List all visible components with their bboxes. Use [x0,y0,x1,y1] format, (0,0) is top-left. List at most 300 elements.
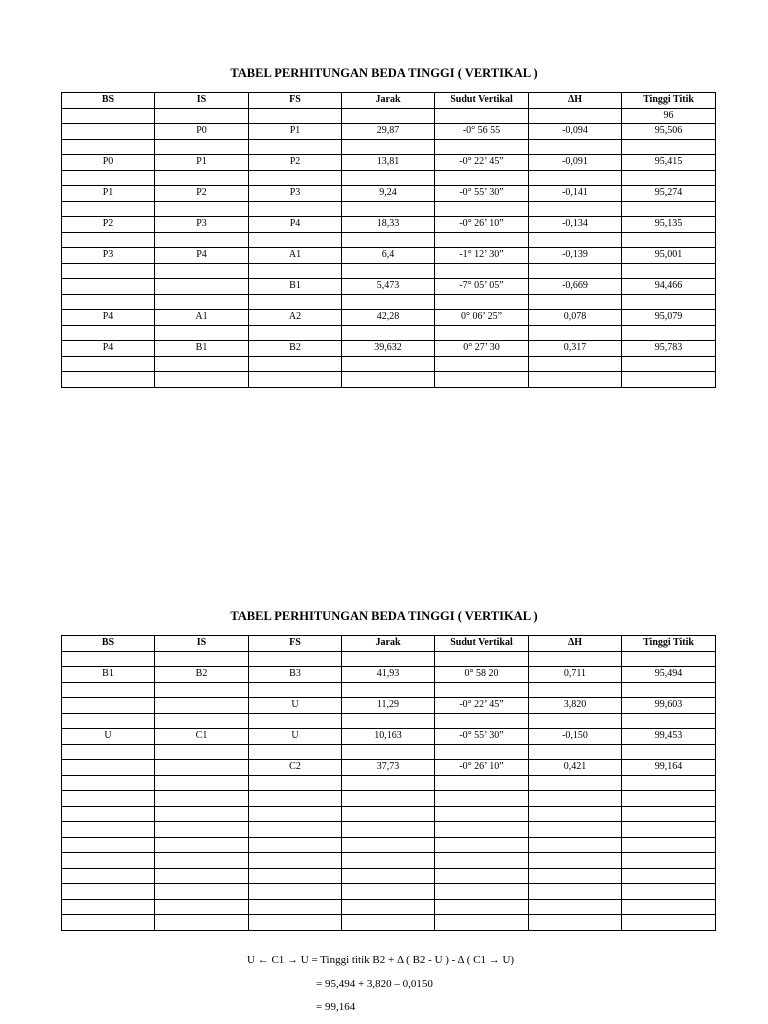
table-cell [529,325,622,341]
table-cell [622,806,716,822]
column-header-jarak: Jarak [342,636,435,652]
table-cell [342,868,435,884]
table-row [62,713,716,729]
table-cell [342,139,435,155]
table-cell [249,806,342,822]
table-cell [435,682,529,698]
table-cell [249,899,342,915]
table-cell [529,139,622,155]
table-cell: -0° 22’ 45” [435,698,529,714]
table-cell [62,713,155,729]
table-cell [155,325,249,341]
table-cell [62,775,155,791]
table-cell [62,651,155,667]
table-cell [62,201,155,217]
table-cell [155,806,249,822]
table-cell [155,263,249,279]
table-cell: 3,820 [529,698,622,714]
table-cell: 41,93 [342,667,435,683]
table-cell [62,279,155,295]
table-row [62,868,716,884]
table-cell [62,744,155,760]
table-cell: -0,141 [529,186,622,202]
table-cell: 0° 06’ 25” [435,310,529,326]
table-row [62,729,716,745]
table-cell [155,372,249,388]
table-cell: 13,81 [342,155,435,171]
table-cell [155,139,249,155]
table-cell [249,915,342,931]
table-cell [342,899,435,915]
table-cell [622,713,716,729]
table-cell [529,853,622,869]
table-cell [62,868,155,884]
table-cell: -0° 22’ 45” [435,155,529,171]
table-cell [62,124,155,140]
table-cell: U [249,698,342,714]
table-row [62,915,716,931]
table-cell: P3 [249,186,342,202]
table-cell [342,744,435,760]
table-cell [529,884,622,900]
table-cell [435,791,529,807]
table-cell [435,294,529,310]
table-cell: 99,453 [622,729,716,745]
table-cell [529,713,622,729]
table-row [62,310,716,326]
table-cell: 95,415 [622,155,716,171]
table-cell [435,263,529,279]
table-cell [435,853,529,869]
table-cell: P3 [155,217,249,233]
table-cell [155,201,249,217]
table-cell [622,775,716,791]
table-cell [435,837,529,853]
column-header-sudut-vertikal: Sudut Vertikal [435,93,529,109]
table-cell [529,915,622,931]
table-cell [155,713,249,729]
height-difference-table-2 [61,635,716,931]
table-cell: -0° 26’ 10” [435,760,529,776]
table-cell [622,682,716,698]
table-row [62,248,716,264]
table-cell: 96 [622,108,716,124]
table-row [62,279,716,295]
table-cell [62,884,155,900]
table-cell: 0° 27’ 30 [435,341,529,357]
table-cell [435,139,529,155]
table-cell [435,806,529,822]
table-cell [622,170,716,186]
table-cell [62,915,155,931]
table-cell [622,884,716,900]
table-cell [529,822,622,838]
table-cell: 95,001 [622,248,716,264]
table-cell: A2 [249,310,342,326]
table-cell [529,899,622,915]
table-cell [155,682,249,698]
table-cell [342,325,435,341]
formula-line-1: U ← C1 → U = Tinggi titik B2 + Δ ( B2 - U ) - Δ ( C1 → U) [247,954,515,966]
table-cell: B2 [155,667,249,683]
table-cell [62,698,155,714]
table-cell [155,651,249,667]
table-cell: 18,33 [342,217,435,233]
table-cell [529,108,622,124]
table-row [62,232,716,248]
table-cell [435,108,529,124]
table-cell [435,232,529,248]
table-row [62,325,716,341]
table-cell [622,822,716,838]
table-cell [249,822,342,838]
table-cell [249,837,342,853]
table-cell [529,806,622,822]
column-header-is: IS [155,636,249,652]
table-cell [155,868,249,884]
table-cell [529,837,622,853]
table-cell [342,372,435,388]
table-cell: P0 [155,124,249,140]
table-cell [342,853,435,869]
table-cell: -0,669 [529,279,622,295]
table-cell: -0,094 [529,124,622,140]
table-cell [529,775,622,791]
table-2-title: TABEL PERHITUNGAN BEDA TINGGI ( VERTIKAL ) [230,609,538,623]
table-cell [155,232,249,248]
table-cell [342,915,435,931]
table-cell: P1 [249,124,342,140]
table-cell [529,294,622,310]
table-cell [622,651,716,667]
formula-line-3: = 99,164 [316,1001,356,1013]
table-cell [155,698,249,714]
table-row [62,775,716,791]
table-cell [62,294,155,310]
table-cell: -0,150 [529,729,622,745]
table-cell [62,325,155,341]
table-cell [62,263,155,279]
table-cell [62,682,155,698]
table-cell: 39,632 [342,341,435,357]
table-row [62,170,716,186]
table-1-body [62,108,716,387]
table-cell [155,853,249,869]
table-cell: P2 [62,217,155,233]
table-row [62,837,716,853]
table-cell: -0° 55’ 30” [435,186,529,202]
table-cell [622,263,716,279]
table-cell [62,356,155,372]
table-cell [62,139,155,155]
table-cell [435,651,529,667]
table-cell [249,884,342,900]
table-cell [62,372,155,388]
column-header-bs: BS [62,636,155,652]
table-cell [62,899,155,915]
table-row [62,356,716,372]
column-header-bs: BS [62,93,155,109]
table-cell [155,884,249,900]
table-2-header-row [62,636,716,652]
table-cell: 95,135 [622,217,716,233]
table-cell [249,108,342,124]
table-cell [622,915,716,931]
table-cell [155,108,249,124]
table-cell: 29,87 [342,124,435,140]
table-row [62,884,716,900]
table-cell: -0° 26’ 10” [435,217,529,233]
column-header-fs: FS [249,93,342,109]
table-1-title: TABEL PERHITUNGAN BEDA TINGGI ( VERTIKAL ) [230,66,538,80]
table-cell: P4 [249,217,342,233]
table-cell [435,201,529,217]
table-cell [62,791,155,807]
table-cell [249,372,342,388]
table-row [62,139,716,155]
table-cell [529,682,622,698]
table-cell: B1 [62,667,155,683]
column-header-delta-h: ΔH [529,93,622,109]
table-cell: A1 [249,248,342,264]
table-cell [249,713,342,729]
table-cell: 94,466 [622,279,716,295]
table-cell [155,822,249,838]
table-cell [62,108,155,124]
table-cell [155,279,249,295]
table-cell [249,744,342,760]
table-cell [249,325,342,341]
table-cell [342,713,435,729]
table-cell [249,775,342,791]
table-cell [155,356,249,372]
table-cell: 5,473 [342,279,435,295]
table-cell [249,139,342,155]
table-cell: B2 [249,341,342,357]
column-header-delta-h: ΔH [529,636,622,652]
table-cell: 37,73 [342,760,435,776]
table-cell: 0,078 [529,310,622,326]
column-header-tinggi-titik: Tinggi Titik [622,636,716,652]
table-cell [529,263,622,279]
table-cell [435,884,529,900]
table-cell [622,139,716,155]
table-2-body [62,651,716,930]
table-cell [342,232,435,248]
table-cell [342,201,435,217]
column-header-sudut-vertikal: Sudut Vertikal [435,636,529,652]
table-cell: 95,783 [622,341,716,357]
table-cell: -1° 12’ 30” [435,248,529,264]
table-cell [435,372,529,388]
table-cell [342,791,435,807]
table-cell: -0,134 [529,217,622,233]
column-header-is: IS [155,93,249,109]
table-cell [622,744,716,760]
table-row [62,853,716,869]
table-cell: 42,28 [342,310,435,326]
table-row [62,294,716,310]
table-cell: 0,317 [529,341,622,357]
table-cell [249,853,342,869]
table-cell [529,232,622,248]
table-cell [342,170,435,186]
table-cell: P4 [62,341,155,357]
table-cell [249,232,342,248]
table-cell: 95,079 [622,310,716,326]
table-cell [249,356,342,372]
table-cell [529,868,622,884]
table-cell: 99,603 [622,698,716,714]
column-header-jarak: Jarak [342,93,435,109]
table-cell [529,651,622,667]
table-cell [622,899,716,915]
table-cell [435,356,529,372]
table-cell [342,651,435,667]
table-cell [62,837,155,853]
table-cell [342,884,435,900]
table-cell: P4 [155,248,249,264]
table-cell [529,744,622,760]
table-cell [62,170,155,186]
table-cell [622,356,716,372]
table-cell [622,837,716,853]
table-cell [249,868,342,884]
table-cell [155,775,249,791]
table-row [62,341,716,357]
table-cell: A1 [155,310,249,326]
table-cell [435,899,529,915]
table-cell [622,372,716,388]
table-cell [342,822,435,838]
table-row [62,791,716,807]
table-cell: P1 [62,186,155,202]
table-row [62,744,716,760]
table-cell: -0,139 [529,248,622,264]
table-cell: B3 [249,667,342,683]
table-cell [342,108,435,124]
table-cell: B1 [249,279,342,295]
table-cell [342,263,435,279]
table-cell [62,853,155,869]
table-cell: U [62,729,155,745]
table-cell: 9,24 [342,186,435,202]
table-1-header-row [62,93,716,109]
table-row [62,822,716,838]
table-cell [342,806,435,822]
table-cell: 0° 58 20 [435,667,529,683]
table-cell: P1 [155,155,249,171]
table-cell [529,372,622,388]
table-row [62,372,716,388]
table-row [62,186,716,202]
table-cell [529,170,622,186]
height-difference-table-1 [61,92,716,388]
table-cell: P4 [62,310,155,326]
table-cell [622,232,716,248]
table-cell [249,294,342,310]
table-cell [529,356,622,372]
table-cell [62,760,155,776]
table-cell [155,170,249,186]
table-cell [435,822,529,838]
table-cell [342,682,435,698]
table-cell [342,775,435,791]
table-cell [62,806,155,822]
table-cell [435,744,529,760]
table-row [62,108,716,124]
table-cell [249,791,342,807]
table-cell: 95,274 [622,186,716,202]
table-cell [435,868,529,884]
table-row [62,263,716,279]
table-cell [342,356,435,372]
column-header-fs: FS [249,636,342,652]
table-cell: 10,163 [342,729,435,745]
table-cell: C1 [155,729,249,745]
table-cell [249,651,342,667]
table-cell [249,170,342,186]
table-cell [435,713,529,729]
table-cell [435,170,529,186]
table-row [62,155,716,171]
table-cell: 0,421 [529,760,622,776]
table-cell [529,201,622,217]
table-cell [529,791,622,807]
table-cell [435,775,529,791]
table-cell [249,201,342,217]
table-cell: 6,4 [342,248,435,264]
table-row [62,698,716,714]
table-cell [622,791,716,807]
table-cell: 95,494 [622,667,716,683]
formula-line-2: = 95,494 + 3,820 – 0,0150 [316,978,433,990]
table-cell [342,294,435,310]
table-cell: 11,29 [342,698,435,714]
table-cell [622,868,716,884]
table-cell [155,899,249,915]
table-row [62,682,716,698]
table-cell [622,201,716,217]
table-row [62,760,716,776]
table-row [62,806,716,822]
table-cell [622,853,716,869]
table-row [62,124,716,140]
table-cell: P0 [62,155,155,171]
table-row [62,217,716,233]
table-cell [155,294,249,310]
table-row [62,651,716,667]
table-cell [435,325,529,341]
table-cell [62,232,155,248]
table-cell [155,744,249,760]
table-cell [249,263,342,279]
table-cell: -0,091 [529,155,622,171]
table-cell [622,325,716,341]
table-cell: -0° 55’ 30” [435,729,529,745]
table-cell [155,791,249,807]
table-cell [155,760,249,776]
table-cell [155,915,249,931]
table-cell: P2 [249,155,342,171]
table-cell [62,822,155,838]
table-cell: -7° 05’ 05” [435,279,529,295]
table-row [62,667,716,683]
table-cell: 0,711 [529,667,622,683]
column-header-tinggi-titik: Tinggi Titik [622,93,716,109]
table-row [62,899,716,915]
table-cell [155,837,249,853]
